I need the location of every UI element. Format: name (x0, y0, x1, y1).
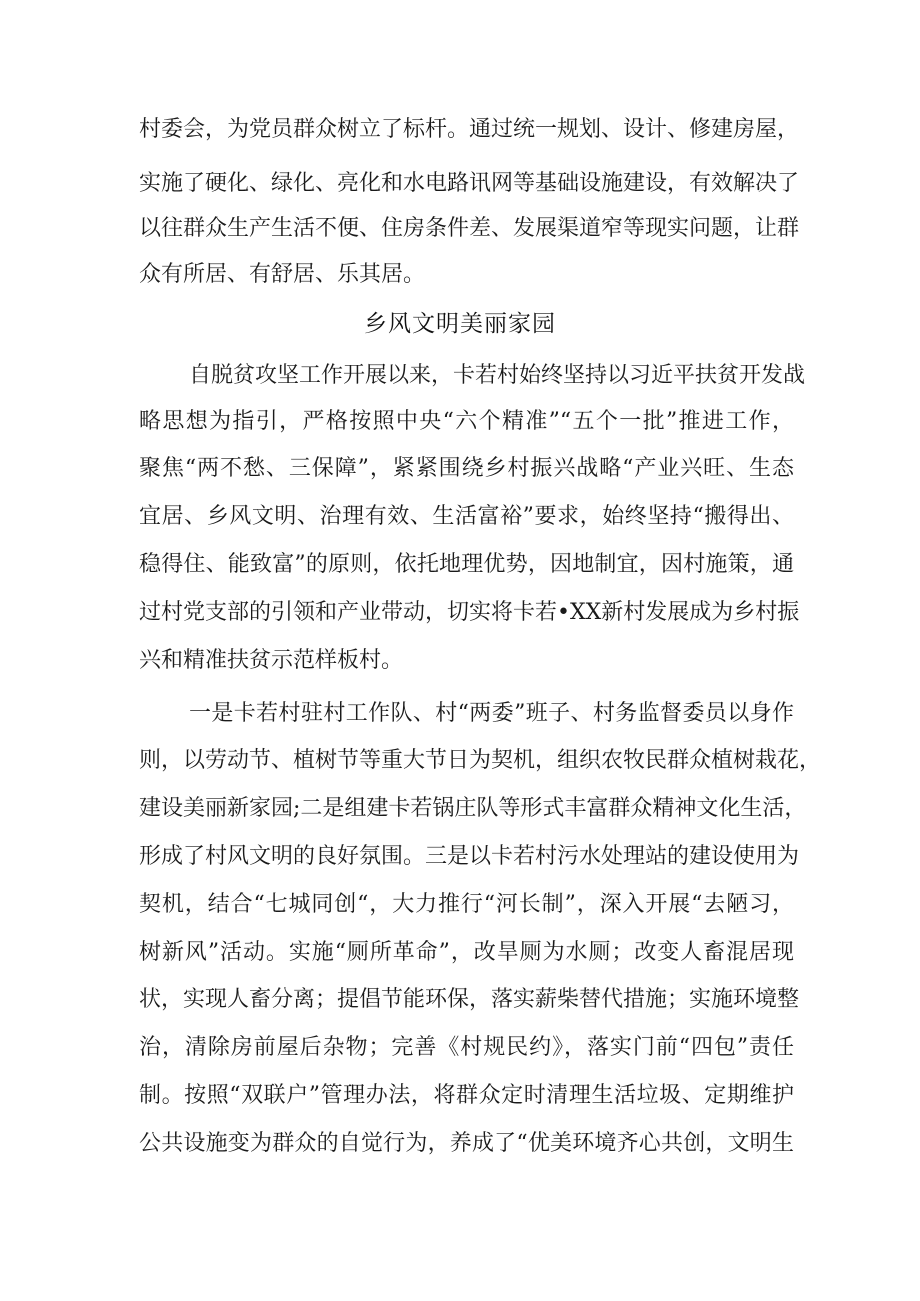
paragraph-3-line: 则，以劳动节、植树节等重大节日为契机，组织农牧民群众植树栽花， (139, 748, 822, 773)
paragraph-2-line: 稳得住、能致富”的原则，依托地理优势，因地制宜，因村施策，通 (139, 552, 794, 577)
paragraph-3-line: 建设美丽新家园;二是组建卡若锅庄队等形式丰富群众精神文化生活， (139, 796, 807, 821)
paragraph-3-line: 树新风”活动。实施“厕所革命”，改旱厕为水厕；改变人畜混居现 (139, 940, 794, 965)
paragraph-1-line: 村委会，为党员群众树立了标杆。通过统一规划、设计、修建房屋， (139, 117, 800, 142)
paragraph-2-line: 聚焦“两不愁、三保障”，紧紧围绕乡村振兴战略“产业兴旺、生态 (139, 456, 794, 481)
paragraph-3-line: 公共设施变为群众的自觉行为，养成了“优美环境齐心共创，文明生 (139, 1131, 794, 1156)
section-title: 乡风文明美丽家园 (364, 311, 556, 337)
paragraph-2-line: 自脱贫攻坚工作开展以来，卡若村始终坚持以习近平扶贫开发战 (189, 363, 806, 388)
paragraph-2-line: 宜居、乡风文明、治理有效、生活富裕”要求，始终坚持“搬得出、 (139, 504, 794, 529)
paragraph-3-line: 制。按照“双联户”管理办法，将群众定时清理生活垃圾、定期维护 (139, 1083, 794, 1108)
paragraph-1-line: 以往群众生产生活不便、住房条件差、发展渠道窄等现实问题，让群 (139, 216, 800, 241)
paragraph-2-line: 过村党支部的引领和产业带动，切实将卡若•XX新村发展成为乡村振 (139, 600, 800, 625)
paragraph-3-line: 形成了村风文明的良好氛围。三是以卡若村污水处理站的建设使用为 (139, 844, 800, 869)
paragraph-3-line: 状，实现人畜分离；提倡节能环保，落实薪柴替代措施；实施环境整 (139, 987, 800, 1012)
paragraph-2-line: 略思想为指引，严格按照中央“六个精准”“五个一批”推进工作， (139, 409, 794, 434)
paragraph-3-line: 契机，结合“七城同创“，大力推行“河长制”，深入开展“去陋习， (139, 892, 794, 917)
paragraph-2-line: 兴和精准扶贫示范样板村。 (139, 648, 404, 673)
paragraph-3-line: 一是卡若村驻村工作队、村“两委”班子、村务监督委员以身作 (189, 701, 794, 726)
paragraph-1-line: 众有所居、有舒居、乐其居。 (139, 262, 426, 287)
paragraph-3-line: 治，清除房前屋后杂物；完善《村规民约》，落实门前“四包”责任 (139, 1035, 794, 1060)
paragraph-1-line: 实施了硬化、绿化、亮化和水电路讯网等基础设施建设，有效解决了 (139, 171, 800, 196)
